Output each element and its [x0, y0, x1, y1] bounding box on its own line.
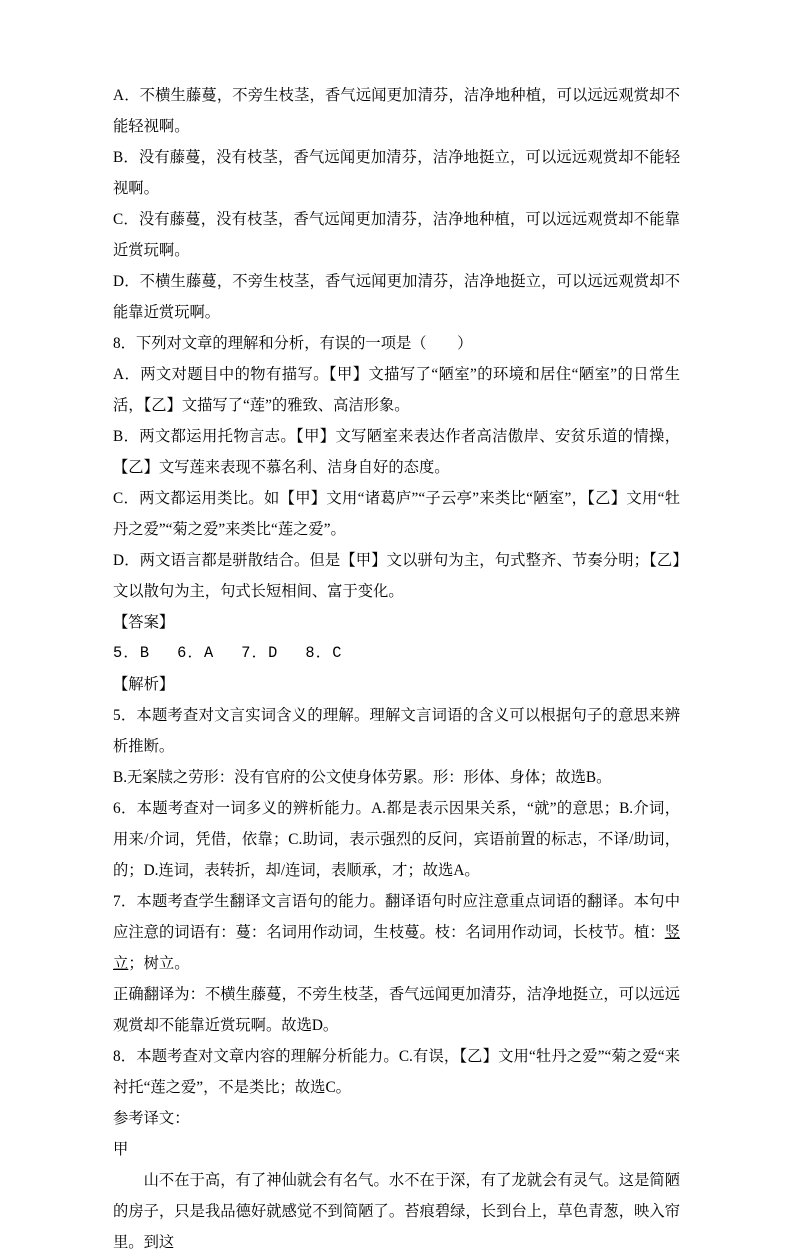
q8-option-a: A．两文对题目中的物有描写。【甲】文描写了“陋室”的环境和居住“陋室”的日常生活，【乙】文描写了“莲”的雅致、高洁形象。 — [113, 366, 680, 414]
analysis-item-8: 8．本题考查对文章内容的理解分析能力。C.有误，【乙】文用“牡丹之爱”“菊之爱“来衬托“莲之爱”，不是类比；故选C。 — [113, 1048, 680, 1096]
analysis-section-heading: 【解析】 — [113, 676, 175, 693]
q7-option-b: B．没有藤蔓，没有枝茎，香气远闻更加清芬，洁净地挺立，可以远远观赏却不能轻视啊。 — [113, 149, 680, 197]
underlined-term: 竖立 — [113, 924, 680, 972]
translation-paragraph-jia: 山不在于高，有了神仙就会有名气。水不在于深，有了龙就会有灵气。这是简陋的房子，只是我品德好就感觉不到简陋了。苔痕碧绿，长到台上，草色青葱，映入帘里。到这 — [113, 1172, 680, 1251]
analysis-item-7-detail: 正确翻译为：不横生藤蔓，不旁生枝茎，香气远闻更加清芬，洁净地挺立，可以远远观赏却不能靠近赏玩啊。故选D。 — [113, 986, 680, 1034]
q7-option-c: C．没有藤蔓，没有枝茎，香气远闻更加清芬，洁净地种植，可以远远观赏却不能靠近赏玩啊。 — [113, 211, 680, 259]
analysis-item-5: 5．本题考查对文言实词含义的理解。理解文言词语的含义可以根据句子的意思来辨析推断。 — [113, 707, 680, 755]
answer-section-heading: 【答案】 — [113, 614, 175, 631]
answer-key-line: 5．B 6．A 7．D 8．C — [113, 644, 343, 662]
analysis-text-lead: 7．本题考查学生翻译文言语句的能力。翻译语句时应注意重点词语的翻译。本句中应注意的词语有：蔓：名词用作动词，生枝蔓。枝：名词用作动词，长枝节。植： — [113, 893, 680, 941]
q7-option-a: A．不横生藤蔓，不旁生枝茎，香气远闻更加清芬，洁净地种植，可以远远观赏却不能轻视啊。 — [113, 87, 680, 135]
analysis-item-5-detail: B.无案牍之劳形：没有官府的公文使身体劳累。形：形体、身体；故选B。 — [113, 769, 612, 786]
q7-option-d: D．不横生藤蔓，不旁生枝茎，香气远闻更加清芬，洁净地挺立，可以远远观赏却不能靠近赏玩啊。 — [113, 273, 680, 321]
analysis-item-7 — [113, 886, 680, 979]
reference-translation-heading: 参考译文： — [113, 1110, 190, 1127]
passage-label-jia: 甲 — [113, 1141, 129, 1158]
question-8-stem: 8．下列对文章的理解和分析，有误的一项是（ ） — [113, 335, 473, 352]
q8-option-c: C．两文都运用类比。如【甲】文用“诸葛庐”“子云亭”来类比“陋室”，【乙】文用“牡丹之爱”“菊之爱”来类比“莲之爱”。 — [113, 490, 680, 538]
analysis-text-tail: ；树立。 — [128, 955, 190, 972]
q8-option-b: B．两文都运用托物言志。【甲】文写陋室来表达作者高洁傲岸、安贫乐道的情操，【乙】文写莲来表现不慕名利、洁身自好的态度。 — [113, 428, 680, 476]
document-body — [113, 80, 680, 1258]
q8-option-d: D．两文语言都是骈散结合。但是【甲】文以骈句为主，句式整齐、节奏分明；【乙】文以散句为主，句式长短相间、富于变化。 — [113, 552, 680, 600]
analysis-item-6: 6．本题考查对一词多义的辨析能力。A.都是表示因果关系，“就”的意思；B.介词，用来/介词，凭借，依靠；C.助词，表示强烈的反问，宾语前置的标志，不译/助词，的；D.连词，表转折，却/连词，表顺承，才；故选A。 — [113, 800, 680, 879]
